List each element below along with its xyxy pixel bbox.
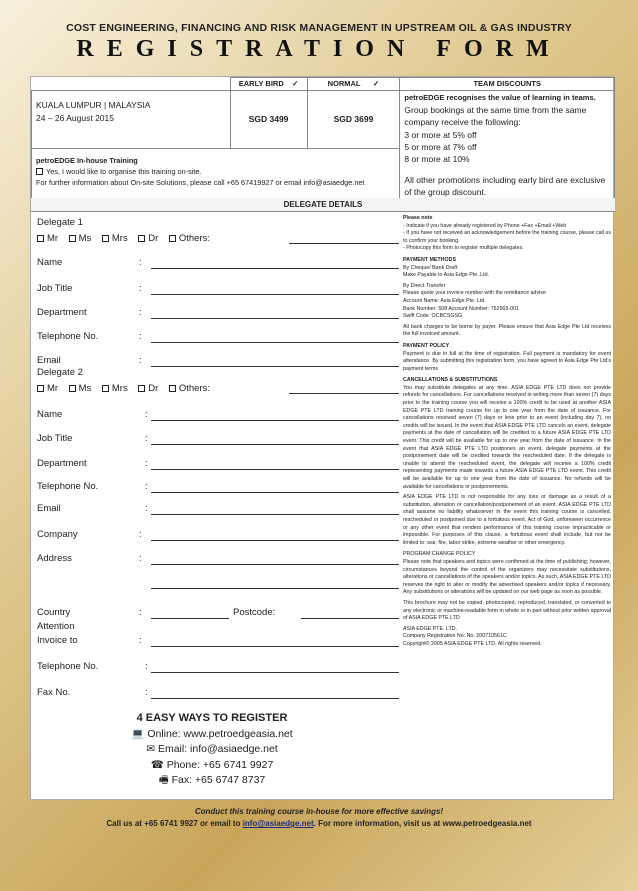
others-checkbox[interactable]: [169, 235, 176, 242]
dr-checkbox[interactable]: [138, 385, 145, 392]
payment-policy-heading: PAYMENT POLICY: [403, 342, 450, 349]
field-label: Telephone No.: [37, 331, 99, 342]
mrs-checkbox[interactable]: [102, 385, 109, 392]
policy-text: This brochure may not be copied, photocopied, reproduced, translated, or converted to any electronic or machine-readable form in whole or in part without prior written approval of ASIA EDGE PTE LTD: [403, 599, 611, 622]
company-name: ASIA EDGE PTE. LTD.: [403, 625, 458, 632]
title-option: Others:: [178, 233, 211, 244]
early-bird-header: EARLY BIRD ✓: [230, 78, 307, 91]
title-option: Ms: [78, 383, 92, 394]
footer-text: Call us at +65 6741 9927 or email to: [106, 819, 243, 828]
country-input[interactable]: [151, 618, 229, 619]
colon: :: [145, 458, 148, 469]
policy-text: Please note that speakers and topics were confirmed at the time of publishing; however, circumstances beyond the control of the organizers may necessitate substitutions, alterations or cancellations of the speakers and/or topics. As such, ASIA EDGE PTE LTD reserves the right to alter or modify the advertised speakers and/or topics if necessary. Any substitutions or alterations will be updated on our web page as soon as possible.: [403, 558, 611, 596]
page-footer: [0, 806, 638, 830]
colon: :: [145, 687, 148, 698]
ways-to-register: [31, 711, 393, 789]
footer-contact: [0, 818, 638, 830]
inhouse-option: Yes, I would like to organise this training on-site.: [46, 166, 202, 176]
payment-line: Make Payable to Asia Edge Pte. Ltd.: [403, 272, 489, 279]
delegate2-telephone-input[interactable]: [151, 492, 399, 493]
colon: :: [139, 553, 142, 564]
delegate2-email-input[interactable]: [151, 514, 399, 515]
colon: :: [145, 481, 148, 492]
field-label: Email: [37, 355, 61, 366]
dr-checkbox[interactable]: [138, 235, 145, 242]
company-telephone-input[interactable]: [151, 672, 399, 673]
fax-number: Fax: +65 6747 8737: [171, 774, 266, 786]
event-dates: 24 – 26 August 2015: [36, 113, 114, 123]
others-checkbox[interactable]: [169, 385, 176, 392]
delegate1-heading: Delegate 1: [37, 217, 83, 228]
field-label: Email: [37, 503, 61, 514]
payment-line: All bank charges to be borne by payer. Please ensure that Asia Edge Pte Ltd receives the full invoiced amount.: [403, 323, 611, 338]
fax-input[interactable]: [151, 698, 399, 699]
others-input[interactable]: [289, 393, 399, 394]
cancellations-heading: CANCELLATIONS & SUBSTITUTIONS: [403, 377, 498, 384]
field-label: Job Title: [37, 433, 73, 444]
policy-text: ASIA EDGE PTE LTD is not responsible for any loss or damage as a result of a substitution, alteration or cancellation/postponement of an event. ASIA EDGE PTE LTD shall assume no liability whatsoever in the event this training course is cancelled, rescheduled or postponed due to a fortuitous event, Act of God, unforeseen occurrence or any other event that renders performance of this training course impracticable or impossible. For purposes of this clause, a fortuitous event shall include, but not be limited to: war, fire, labor strike, extreme weather or other emergency.: [403, 494, 611, 546]
postcode-input[interactable]: [301, 618, 399, 619]
note-line: - If you have not received an acknowledgement before the training course, please call us to confirm your booking.: [403, 230, 611, 244]
pricing-table: [31, 77, 615, 201]
title-option: Ms: [78, 233, 92, 244]
payment-methods-heading: PAYMENT METHODS: [403, 256, 456, 263]
colon: :: [139, 331, 142, 342]
colon: :: [139, 607, 142, 618]
inhouse-cell: [32, 148, 400, 200]
others-input[interactable]: [289, 243, 399, 244]
field-label: Telephone No.: [37, 661, 99, 672]
invoice-to-input[interactable]: [151, 646, 399, 647]
delegate1-email-input[interactable]: [151, 366, 399, 367]
normal-price: SGD 3699: [307, 91, 400, 149]
delegate1-name-input[interactable]: [151, 268, 399, 269]
field-label: Attention: [37, 621, 75, 632]
inhouse-info: For further information about On-site Solutions, please call +65 67419927 or email info@asiaedge.net: [36, 177, 365, 187]
delegate2-name-input[interactable]: [151, 420, 399, 421]
discount-line: company receive the following:: [404, 117, 521, 128]
delegate-details-title: DELEGATE DETAILS: [31, 198, 615, 212]
copyright: Copyright© 2005 ASIA EDGE PTE LTD. All rights reserved.: [403, 640, 542, 647]
address-input-line2[interactable]: [151, 588, 399, 589]
field-label: Telephone No.: [37, 481, 99, 492]
delegate2-heading: Delegate 2: [37, 367, 83, 378]
ms-checkbox[interactable]: [69, 385, 76, 392]
ms-checkbox[interactable]: [69, 235, 76, 242]
note-line: - Indicate if you have already registered by Phone +Fax +Email +Web: [403, 222, 567, 229]
company-registration: Company Registration No: No. 200710561C: [403, 633, 507, 640]
discount-line: 3 or more at 5% off: [404, 129, 477, 140]
team-discounts-header: TEAM DISCOUNTS: [400, 78, 615, 91]
field-label: Name: [37, 409, 63, 420]
program-change-heading: PROGRAM CHANGE POLICY: [403, 551, 476, 558]
footer-email-link[interactable]: info@asiaedge.net: [242, 819, 314, 828]
field-label: Postcode:: [233, 607, 276, 618]
form-sheet: [30, 76, 614, 800]
inhouse-title: petroEDGE In-house Training: [36, 155, 138, 165]
field-label: Name: [37, 257, 63, 268]
delegate1-telephone-input[interactable]: [151, 342, 399, 343]
company-input[interactable]: [151, 540, 399, 541]
title-option: Mrs: [111, 233, 128, 244]
delegate2-title-options: [37, 383, 210, 394]
title-option: Dr: [148, 383, 159, 394]
title-option: Dr: [148, 233, 159, 244]
online-link[interactable]: Online: www.petroedgeasia.net: [147, 727, 293, 740]
discount-spacer: [404, 165, 610, 174]
footer-promo: Conduct this training course in-house for more effective savings!: [194, 807, 444, 816]
policy-text: Payment is due in full at the time of registration. Full payment is mandatory for event attendance. By submitting this registration form, you have agreed to Asia Edge Pte Ltd's payment terms: [403, 350, 611, 372]
payment-line: By Direct Transfer: [403, 282, 446, 289]
ways-heading: 4 EASY WAYS TO REGISTER: [136, 712, 288, 724]
field-label: Invoice to: [37, 635, 78, 646]
field-label: Job Title: [37, 283, 73, 294]
inhouse-checkbox[interactable]: [36, 168, 43, 175]
discount-line: of the group discount.: [404, 187, 487, 198]
discount-heading: petroEDGE recognises the value of learning in teams.: [404, 93, 596, 102]
team-discount-info: [400, 91, 615, 201]
colon: :: [139, 355, 142, 366]
form-title: REGISTRATION FORM: [76, 36, 562, 62]
delegate2-jobtitle-input[interactable]: [151, 444, 399, 445]
payment-line: Account Name: Asia Edge Pte. Ltd.: [403, 297, 486, 304]
payment-line: Bank Number: 508 Account Number: 762903-001: [403, 305, 520, 312]
discount-line: 8 or more at 10%: [404, 154, 470, 165]
field-label: Department: [37, 458, 87, 469]
venue-cell: [32, 91, 231, 149]
colon: :: [139, 257, 142, 268]
field-label: Company: [37, 529, 78, 540]
payment-line: Swift Code: OCBCSGSG: [403, 313, 463, 320]
address-input[interactable]: [151, 564, 399, 565]
delegate1-department-input[interactable]: [151, 318, 399, 319]
field-label: Country: [37, 607, 71, 618]
field-label: Fax No.: [37, 687, 71, 698]
page-header: [0, 22, 638, 63]
envelope-icon: ✉: [146, 743, 156, 755]
colon: :: [139, 283, 142, 294]
colon: :: [145, 503, 148, 514]
industry-title: COST ENGINEERING, FINANCING AND RISK MANAGEMENT IN UPSTREAM OIL & GAS INDUSTRY: [66, 22, 572, 34]
phone-number: Phone: +65 6741 9927: [166, 758, 274, 771]
mrs-checkbox[interactable]: [102, 235, 109, 242]
discount-line: All other promotions including early bird are exclusive: [404, 175, 606, 186]
payment-line: Please quote your invoice number with the remittance advise: [403, 290, 546, 297]
title-option: Mrs: [111, 383, 128, 394]
mr-checkbox[interactable]: [37, 385, 44, 392]
note-line: - Photocopy this form to register multiple delegates.: [403, 245, 524, 252]
colon: :: [145, 433, 148, 444]
policy-text: You may substitute delegates at any time. ASIA EDGE PTE LTD does not provide refunds for cancellations. For cancellations received in writing more than seven (7) days prior to the training course you will receive a 100% credit to be used at another ASIA EDGE PTE LTD training course for up to one year from the date of issuance. For cancellations received seven (7) days or less prior to an event (including day 7), no credits will be issued. In the event that ASIA EDGE PTE LTD cancels an event, delegate payments at the date of cancellation will be credited to a future ASIA EDGE PTE LTD event. This credit will be available for up to one year from the date of issuance. In the event that ASIA EDGE PTE LTD postpones an event, delegate payments at the postponement date will be credited towards the rescheduled date. If the delegate is unable to attend the rescheduled event, the delegate will receive a 100% credit representing payments made towards a future ASIA EDGE PTE LTD event. This credit will be available for up to one year from the date of issuance. No refunds will be available for cancellations or postponements.: [403, 384, 611, 490]
discount-line: 5 or more at 7% off: [404, 141, 477, 152]
field-label: Department: [37, 307, 87, 318]
fax-icon: 🖷: [158, 774, 169, 786]
venue: KUALA LUMPUR | MALAYSIA: [36, 100, 151, 110]
colon: :: [145, 409, 148, 420]
email-link[interactable]: Email: info@asiaedge.net: [157, 743, 278, 755]
terms-panel: [403, 215, 611, 648]
early-bird-price: SGD 3499: [230, 91, 307, 149]
field-label: Address: [37, 553, 72, 564]
discount-line: Group bookings at the same time from the same: [404, 105, 587, 116]
payment-line: By Cheque/ Bank Draft: [403, 264, 458, 271]
computer-icon: 💻: [131, 727, 145, 740]
colon: :: [139, 529, 142, 540]
title-option: Mr: [47, 233, 59, 244]
normal-header: NORMAL ✓: [307, 78, 400, 91]
delegate1-jobtitle-input[interactable]: [151, 294, 399, 295]
title-option: Others:: [178, 383, 211, 394]
title-option: Mr: [47, 383, 59, 394]
phone-icon: ☎: [150, 758, 164, 771]
mr-checkbox[interactable]: [37, 235, 44, 242]
delegate2-department-input[interactable]: [151, 469, 399, 470]
footer-text: . For more information, visit us at www.petroedgeasia.net: [313, 819, 532, 828]
colon: :: [139, 307, 142, 318]
colon: :: [145, 661, 148, 672]
delegate1-title-options: [37, 233, 210, 244]
please-note-heading: Please note: [403, 215, 433, 221]
colon: :: [139, 635, 142, 646]
